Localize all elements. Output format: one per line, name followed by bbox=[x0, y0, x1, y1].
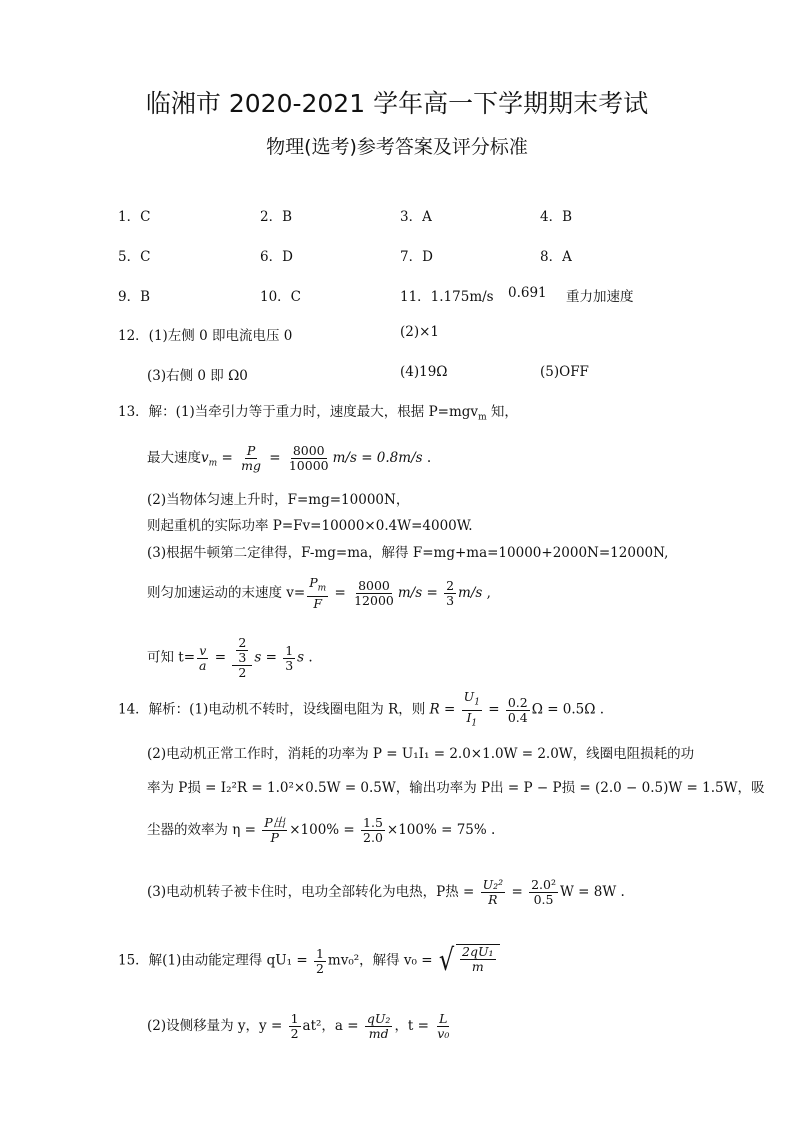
q14-num: 0.2 bbox=[507, 694, 528, 710]
q15-sqrt-num: 2qU₁ bbox=[462, 944, 494, 959]
q13-frac-values2 bbox=[352, 579, 396, 608]
q14-line1: 14．解析：(1)电动机不转时，设线圈电阻为 R，则 R = $\frac{U_1}{I_1}$ = $\frac{0.2}{0.4}$ Ω = 0.5Ω . bbox=[118, 689, 605, 728]
answer-12-part5: (5)OFF bbox=[540, 364, 589, 380]
q14-den2: 2.0 bbox=[363, 830, 383, 845]
q13-end-speed-label: 则匀加速运动的末速度 v= bbox=[147, 584, 306, 601]
q15-frac-half2 bbox=[289, 1012, 301, 1041]
q15-sqrt-body bbox=[456, 944, 500, 978]
q14-p-out: P出 bbox=[264, 815, 286, 830]
q13-line7: 可知 t= $\frac{v}{a}$ = $\frac{\frac{2}{3}}{2}$ s = $\frac{1}{3}$ s . bbox=[147, 635, 313, 680]
q14-text: 14．解析：(1)电动机不转时，设线圈电阻为 R，则 bbox=[118, 701, 426, 718]
q13-line3: (2)当物体匀速上升时，F=mg=10000N， bbox=[147, 492, 410, 508]
q13-result: m/s = 0.8m/s bbox=[332, 450, 423, 466]
answer-4: 4．B bbox=[540, 209, 573, 225]
q13-two: 2 bbox=[446, 577, 455, 593]
q15-frac-acc bbox=[365, 1012, 393, 1041]
q14-den3: 0.5 bbox=[533, 892, 554, 907]
q13-frac-p-mg bbox=[239, 444, 263, 473]
q14-frac-u-i bbox=[462, 690, 482, 730]
q13-max-speed-label: 最大速度 bbox=[147, 450, 201, 466]
q13-frac-f: F bbox=[313, 595, 323, 611]
q13-var-sub: m bbox=[208, 458, 218, 469]
q14-frac-p-out bbox=[262, 816, 287, 845]
q15-mid: mv₀²，解得 v₀ = bbox=[327, 952, 433, 969]
q14-heat-label: (3)电动机转子被卡住时，电功全部转化为电热，P热 = bbox=[147, 884, 475, 900]
answer-2: 2．B bbox=[260, 209, 293, 225]
q14-heat-result: W = 8W bbox=[559, 884, 617, 900]
q14-line2: (2)电动机正常工作时，消耗的功率为 P = U₁I₁ = 2.0×1.0W = 2.0W，线圈电阻损耗的功 bbox=[147, 746, 695, 762]
answer-7: 7．D bbox=[400, 249, 433, 265]
q13-line1 bbox=[118, 402, 518, 428]
q15-half-num2: 1 bbox=[290, 1011, 299, 1026]
q13-three: 3 bbox=[446, 592, 455, 608]
answer-1: 1．C bbox=[118, 209, 151, 225]
q13-line4: 则起重机的实际功率 P=Fv=10000×0.4W=4000W. bbox=[147, 518, 473, 534]
answer-12-part4: (4)19Ω bbox=[400, 364, 448, 380]
q15-sqrt-den: m bbox=[471, 959, 484, 974]
q13-frac-pm: $P_m$ bbox=[307, 576, 328, 597]
q15-radical-icon: √ bbox=[438, 943, 455, 978]
q13-compound-frac bbox=[232, 636, 252, 680]
q13-frac-pm-f bbox=[307, 576, 328, 611]
q15-acc-den: md bbox=[368, 1026, 389, 1041]
q15-frac-in-sqrt bbox=[460, 945, 496, 974]
answer-9: 9．B bbox=[118, 289, 151, 305]
q13-frac-1-3 bbox=[283, 644, 295, 673]
page-title: 临湘市 2020-2021 学年高一下学期期末考试 bbox=[145, 89, 649, 118]
q14-result: Ω = 0.5Ω bbox=[531, 701, 596, 718]
q14-frac-values3 bbox=[529, 878, 558, 907]
q15-displacement-label: (2)设侧移量为 y，y = bbox=[147, 1018, 283, 1034]
q15-half-den: 2 bbox=[315, 960, 324, 976]
answer-5: 5．C bbox=[118, 249, 151, 265]
q13-text-end: 知， bbox=[486, 404, 518, 420]
q14-p: P bbox=[270, 830, 279, 845]
q14-line5: (3)电动机转子被卡住时，电功全部转化为电热，P热 = $\frac{\text{U₂²}}{R}$ = $\frac{\text{2.0²}}{0.5}$ W = 8W . bbox=[147, 877, 625, 907]
q13-frac-values bbox=[287, 444, 331, 473]
q13-frac-num-val: 8000 bbox=[292, 443, 325, 458]
q13-frac-v: v bbox=[199, 642, 207, 658]
q13-frac-v-a bbox=[197, 644, 208, 673]
answer-11-value2: 0.691 bbox=[508, 285, 547, 301]
q13-s: s bbox=[254, 649, 262, 666]
q14-r2: R bbox=[488, 892, 498, 907]
q14-den: 0.4 bbox=[507, 709, 528, 725]
q15-line2 bbox=[147, 1012, 453, 1041]
q13-frac-a: a bbox=[199, 657, 207, 673]
q13-subscript: m bbox=[478, 412, 487, 423]
q15-acc-num: qU₂ bbox=[366, 1011, 391, 1026]
q13-s2: s bbox=[297, 649, 305, 666]
q13-inner-frac bbox=[236, 636, 248, 665]
q14-efficiency-result: ×100% = 75% bbox=[386, 822, 487, 838]
answer-11-value: 11．1.175m/s bbox=[400, 289, 494, 305]
q15-line1 bbox=[118, 944, 500, 978]
q13-compound-den: 2 bbox=[238, 665, 247, 680]
q13-three2: 3 bbox=[285, 657, 294, 673]
q14-frac-values bbox=[506, 696, 530, 725]
answer-12-part3: (3)右侧 0 即 Ω0 bbox=[147, 368, 248, 384]
q13-compound-num bbox=[232, 636, 252, 666]
q14-num3: 2.0² bbox=[531, 877, 556, 892]
q15-mid2: ，t = bbox=[394, 1018, 429, 1034]
answer-12-part2: (2)×1 bbox=[400, 324, 440, 340]
q15-sqrt bbox=[437, 944, 500, 978]
q13-frac-2-3 bbox=[444, 579, 456, 608]
answer-6: 6．D bbox=[260, 249, 293, 265]
q14-u2sq: U₂² bbox=[482, 877, 504, 892]
q14-mid: ×100% = bbox=[289, 822, 355, 838]
q14-num2: 1.5 bbox=[363, 815, 383, 830]
q15-mid1: at²，a = bbox=[302, 1018, 359, 1034]
q15-frac-half bbox=[314, 947, 326, 976]
q13-inner-num: 2 bbox=[238, 635, 247, 650]
q14-frac-values2 bbox=[361, 816, 385, 845]
q13-frac-den2: 12000 bbox=[354, 592, 394, 608]
q13-frac-den: mg bbox=[241, 458, 261, 473]
q15-time-num: L bbox=[439, 1011, 448, 1026]
q14-line3: 率为 P损 = I₂²R = 1.0²×0.5W = 0.5W，输出功率为 P出 = P − P损 = (2.0 − 0.5)W = 1.5W，吸 bbox=[147, 780, 765, 796]
answer-3: 3．A bbox=[400, 209, 432, 225]
q13-frac-num2: 8000 bbox=[358, 577, 390, 593]
q15-half-num: 1 bbox=[315, 945, 324, 961]
q13-line5: (3)根据牛顿第二定律得，F-mg=ma，解得 F=mg+ma=10000+2000N=12000N, bbox=[147, 545, 669, 561]
q15-frac-time bbox=[435, 1012, 451, 1041]
q13-unit: m/s bbox=[458, 584, 483, 601]
q13-one: 1 bbox=[285, 642, 294, 658]
answer-10: 10．C bbox=[260, 289, 302, 305]
q14-r: R bbox=[425, 701, 440, 718]
q14-frac-u2-r bbox=[481, 878, 506, 907]
q14-u1: $U_1$ bbox=[462, 690, 482, 711]
q13-frac-den-val: 10000 bbox=[288, 458, 329, 473]
q13-text: 13．解：(1)当牵引力等于重力时，速度最大，根据 P=mgv bbox=[118, 404, 479, 420]
q15-time-den: v₀ bbox=[437, 1026, 450, 1041]
q14-efficiency-label: 尘器的效率为 η = bbox=[147, 822, 256, 838]
q13-time-label: 可知 t= bbox=[147, 649, 196, 666]
answer-11-value3: 重力加速度 bbox=[566, 289, 634, 305]
q13-mid: m/s = bbox=[397, 584, 438, 601]
page-subtitle: 物理(选考)参考答案及评分标准 bbox=[266, 136, 528, 158]
answer-8: 8．A bbox=[540, 249, 572, 265]
q13-line6: 则匀加速运动的末速度 v= $\frac{P_m}{F}$ = $\frac{8000}{12000}$ m/s = $\frac{2}{3}$ m/s , bbox=[147, 575, 491, 611]
q14-i1: $I_1$ bbox=[466, 709, 478, 728]
q13-frac-num: P bbox=[246, 443, 256, 458]
q13-line2: 最大速度$v_m$ = $\frac{P}{mg}$ = $\frac{8000}{10000}$ m/s = 0.8m/s . bbox=[147, 443, 432, 473]
answer-12-part1: 12．(1)左侧 0 即电流电压 0 bbox=[118, 328, 293, 344]
q15-text: 15．解(1)由动能定理得 qU₁ = bbox=[118, 952, 308, 969]
q13-var-v: v bbox=[201, 450, 209, 466]
q15-half-den2: 2 bbox=[290, 1026, 299, 1041]
q13-inner-den: 3 bbox=[238, 650, 247, 665]
q14-line4: 尘器的效率为 η = $\frac{\text{P出}}{P}$ ×100% = $\frac{1.5}{2.0}$ ×100% = 75% . bbox=[147, 815, 496, 845]
